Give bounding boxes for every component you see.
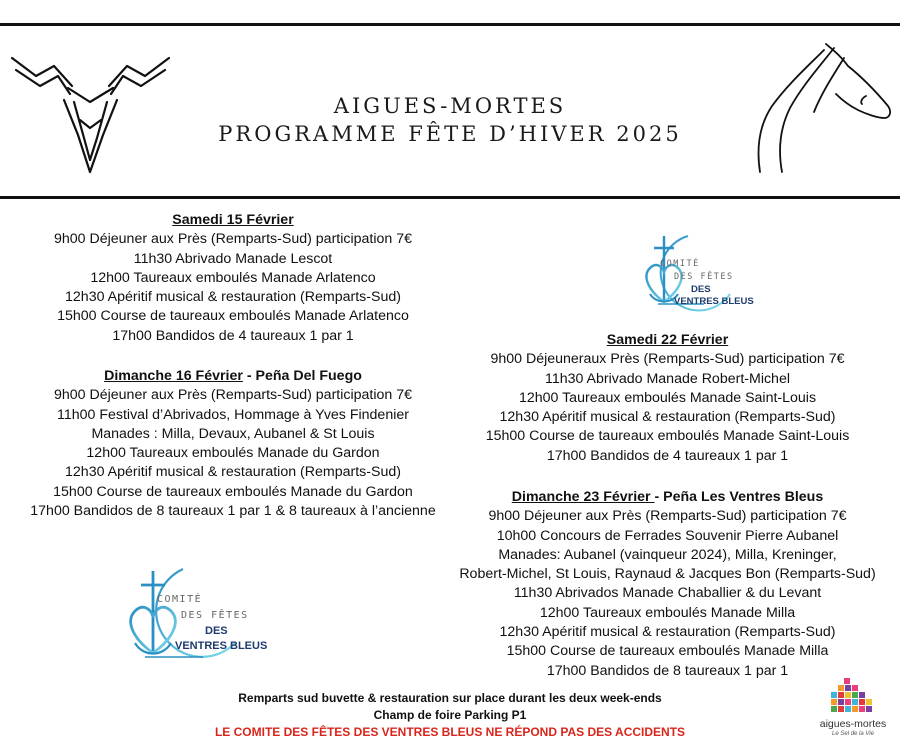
- schedule-line: Robert-Michel, St Louis, Raynaud & Jacques Bon (Remparts-Sud): [459, 566, 876, 583]
- schedule-line: 17h00 Bandidos de 8 taureaux 1 par 1 & 8 taureaux à l’ancienne: [30, 503, 436, 520]
- day-sunday-16: [0, 367, 466, 521]
- footer-notice: [130, 690, 770, 741]
- schedule-line: 12h00 Taureaux emboulés Manade Milla: [539, 604, 796, 621]
- schedule-line: 12h00 Taureaux emboulés Manade du Gardon: [86, 445, 380, 462]
- logo-text-ventres-bleus: VENTRES BLEUS: [674, 296, 754, 307]
- schedule-line: 12h30 Apéritif musical & restauration (Remparts-Sud): [499, 409, 836, 426]
- schedule-line: 9h00 Déjeuner aux Près (Remparts-Sud) participation 7€: [488, 508, 847, 525]
- day-suffix: - Peña Del Fuego: [242, 368, 362, 384]
- schedule-line: 11h00 Festival d’Abrivados, Hommage à Yves Findenier: [57, 406, 409, 423]
- day-sunday-23: [435, 488, 900, 681]
- logo-text-comite: COMITÉ: [157, 594, 203, 605]
- day-heading: [435, 488, 900, 507]
- footer-line-buvette: Remparts sud buvette & restauration sur place durant les deux week-ends: [238, 691, 662, 705]
- comite-logo-large: [103, 557, 273, 669]
- logo-text-ventres-bleus: VENTRES BLEUS: [175, 640, 268, 652]
- schedule-line: 15h00 Course de taureaux emboulés Manade du Gardon: [53, 483, 413, 500]
- schedule-line: 17h00 Bandidos de 4 taureaux 1 par 1: [112, 327, 354, 344]
- footer-line-parking: Champ de foire Parking P1: [373, 708, 527, 722]
- schedule-line: 11h30 Abrivados Manade Chaballier & du Levant: [513, 585, 822, 602]
- schedule-line: 9h00 Déjeuner aux Près (Remparts-Sud) participation 7€: [53, 231, 413, 248]
- day-suffix: - Peña Les Ventres Bleus: [654, 489, 824, 505]
- schedule-line: 17h00 Bandidos de 4 taureaux 1 par 1: [546, 447, 789, 464]
- day-saturday-22: [435, 331, 900, 466]
- logo-text-des-fetes: DES FÊTES: [181, 610, 249, 621]
- day-title: Dimanche 16 Février: [104, 368, 243, 384]
- day-title: Samedi 15 Février: [172, 212, 294, 228]
- town-name: aigues-mortes: [819, 718, 887, 730]
- town-mosaic-icon: [818, 676, 888, 718]
- schedule-line: 15h00 Course de taureaux emboulés Manade Arlatenco: [57, 308, 409, 325]
- schedule-line: 12h00 Taureaux emboulés Manade Arlatenco: [90, 269, 376, 286]
- logo-text-des: DES: [205, 625, 228, 637]
- top-rule: [0, 23, 900, 26]
- schedule-line: 10h00 Concours de Ferrades Souvenir Pierre Aubanel: [496, 527, 839, 544]
- bull-head-icon: [8, 40, 173, 175]
- schedule-line: 12h00 Taureaux emboulés Manade Saint-Louis: [518, 389, 817, 406]
- aigues-mortes-logo: [818, 676, 888, 746]
- logo-text-des: DES: [691, 284, 711, 295]
- horse-head-icon: [738, 36, 896, 176]
- footer-line-disclaimer: LE COMITE DES FÊTES DES VENTRES BLEUS NE RÉPOND PAS DES ACCIDENTS: [214, 725, 686, 739]
- town-tagline: Le Sel de la Vie: [832, 731, 874, 737]
- day-saturday-15: [0, 211, 466, 346]
- schedule-line: 17h00 Bandidos de 8 taureaux 1 par 1: [546, 662, 789, 679]
- header-bottom-rule: [0, 196, 900, 199]
- day-heading: [0, 367, 466, 386]
- schedule-line: 15h00 Course de taureaux emboulés Manade Milla: [506, 643, 829, 660]
- schedule-line: 12h30 Apéritif musical & restauration (Remparts-Sud): [65, 464, 401, 481]
- day-heading: [0, 211, 466, 230]
- schedule-line: Manades : Milla, Devaux, Aubanel & St Louis: [91, 425, 375, 442]
- schedule-line: 9h00 Déjeuneraux Près (Remparts-Sud) participation 7€: [490, 351, 845, 368]
- schedule-line: Manades: Aubanel (vainqueur 2024), Milla, Kreninger,: [498, 546, 837, 563]
- comite-logo-small: [618, 224, 763, 314]
- logo-text-comite: COMITÉ: [660, 259, 700, 269]
- schedule-line: 15h00 Course de taureaux emboulés Manade Saint-Louis: [485, 428, 850, 445]
- day-heading: [435, 331, 900, 350]
- page-title-program: PROGRAMME FÊTE D’HIVER 2025: [218, 122, 682, 146]
- schedule-line: 9h00 Déjeuner aux Près (Remparts-Sud) participation 7€: [53, 387, 413, 404]
- page-title-town: AIGUES-MORTES: [333, 94, 567, 118]
- day-title: Dimanche 23 Février: [511, 489, 655, 505]
- schedule-line: 11h30 Abrivado Manade Lescot: [133, 250, 333, 267]
- schedule-line: 12h30 Apéritif musical & restauration (Remparts-Sud): [499, 624, 836, 641]
- logo-text-des-fetes: DES FÊTES: [674, 272, 734, 282]
- day-title: Samedi 22 Février: [606, 332, 729, 348]
- schedule-line: 11h30 Abrivado Manade Robert-Michel: [544, 370, 790, 387]
- schedule-line: 12h30 Apéritif musical & restauration (Remparts-Sud): [65, 289, 401, 306]
